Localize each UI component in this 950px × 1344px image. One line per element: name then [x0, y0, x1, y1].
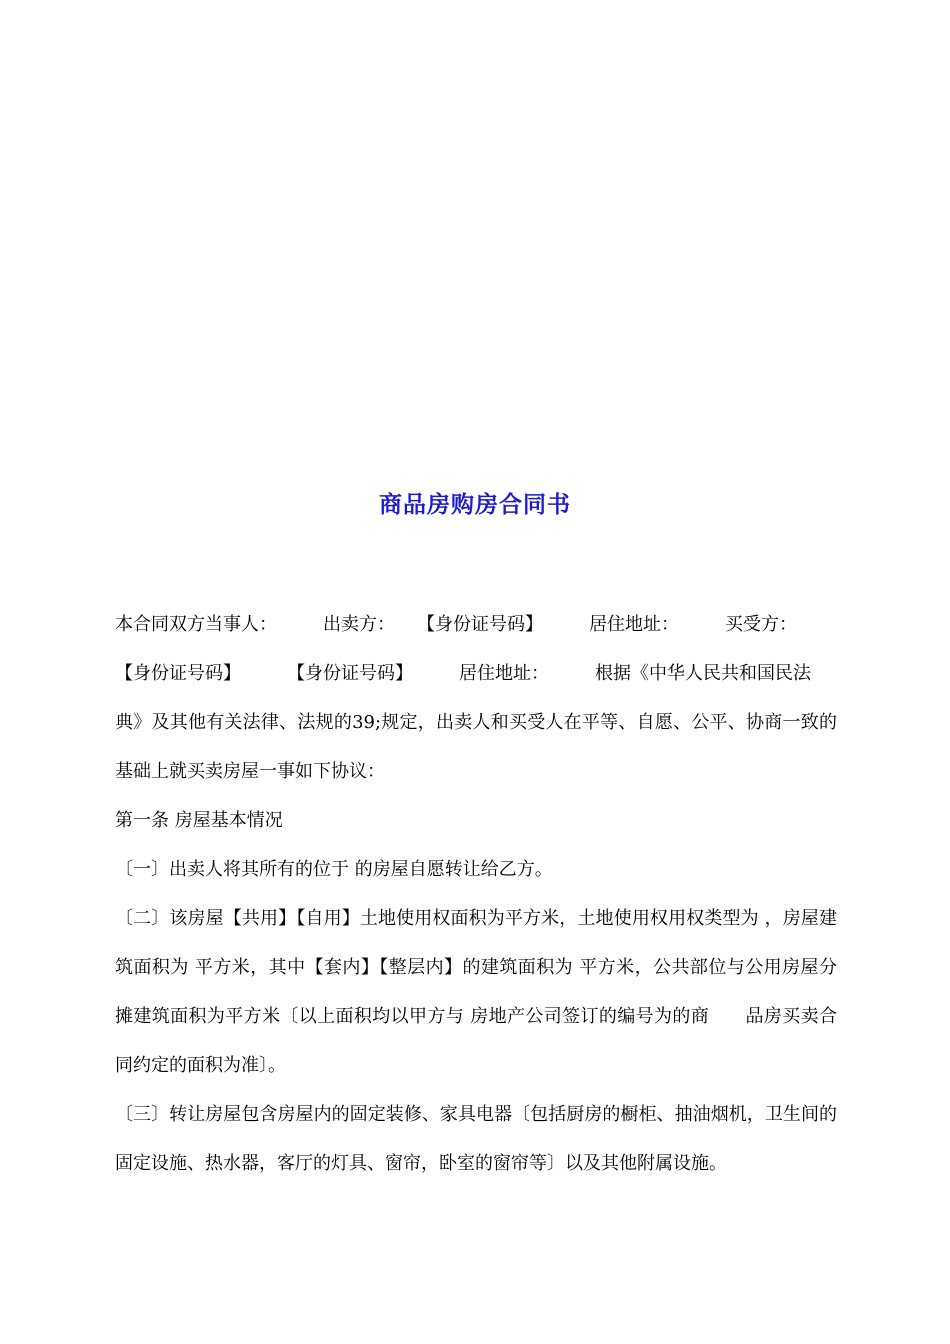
legal-basis-rest: 典》及其他有关法律、法规的39;规定，出卖人和买受人在平等、自愿、公平、协商一致的基础上就买卖房屋一事如下协议：	[115, 712, 837, 782]
article-1-item-2-part-a: 〔二〕该房屋【共用】【自用】土地使用权面积为平方米，土地使用权用权类型为 ，房屋建筑面积为 平方米，其中【套内】【整层内】的建筑面积为 平方米，公共部位与公用房屋分摊建筑面积为平方米〔以上面积均以甲方与 房地产公司签订的编号为的商	[115, 908, 837, 1027]
article-1-item-2	[115, 894, 837, 1090]
buyer-label: 买受方：	[725, 614, 797, 635]
article-1-heading: 第一条 房屋基本情况	[115, 810, 283, 831]
document-body	[115, 600, 837, 1188]
parties-intro: 本合同双方当事人：	[115, 614, 277, 635]
buyer-id-2: 【身份证号码】	[287, 663, 413, 684]
document-title: 商品房购房合同书	[379, 491, 571, 518]
parties-paragraph	[115, 600, 837, 796]
buyer-id: 【身份证号码】	[115, 663, 241, 684]
seller-label: 出卖方：	[323, 614, 395, 635]
article-1-item-1: 〔一〕出卖人将其所有的位于 的房屋自愿转让给乙方。	[115, 859, 553, 880]
article-1-item-3: 〔三〕转让房屋包含房屋内的固定装修、家具电器〔包括厨房的橱柜、抽油烟机，卫生间的固定设施、热水器，客厅的灯具、窗帘，卧室的窗帘等〕以及其他附属设施。	[115, 1104, 837, 1174]
seller-address-label: 居住地址：	[589, 614, 679, 635]
buyer-address-label: 居住地址：	[459, 663, 549, 684]
seller-id: 【身份证号码】	[417, 614, 543, 635]
legal-basis-start: 根据《中华人民共和国民法	[595, 663, 811, 684]
article-1-item-2-part-b: 品房买卖合同约定的面积为准〕。	[115, 1006, 838, 1076]
